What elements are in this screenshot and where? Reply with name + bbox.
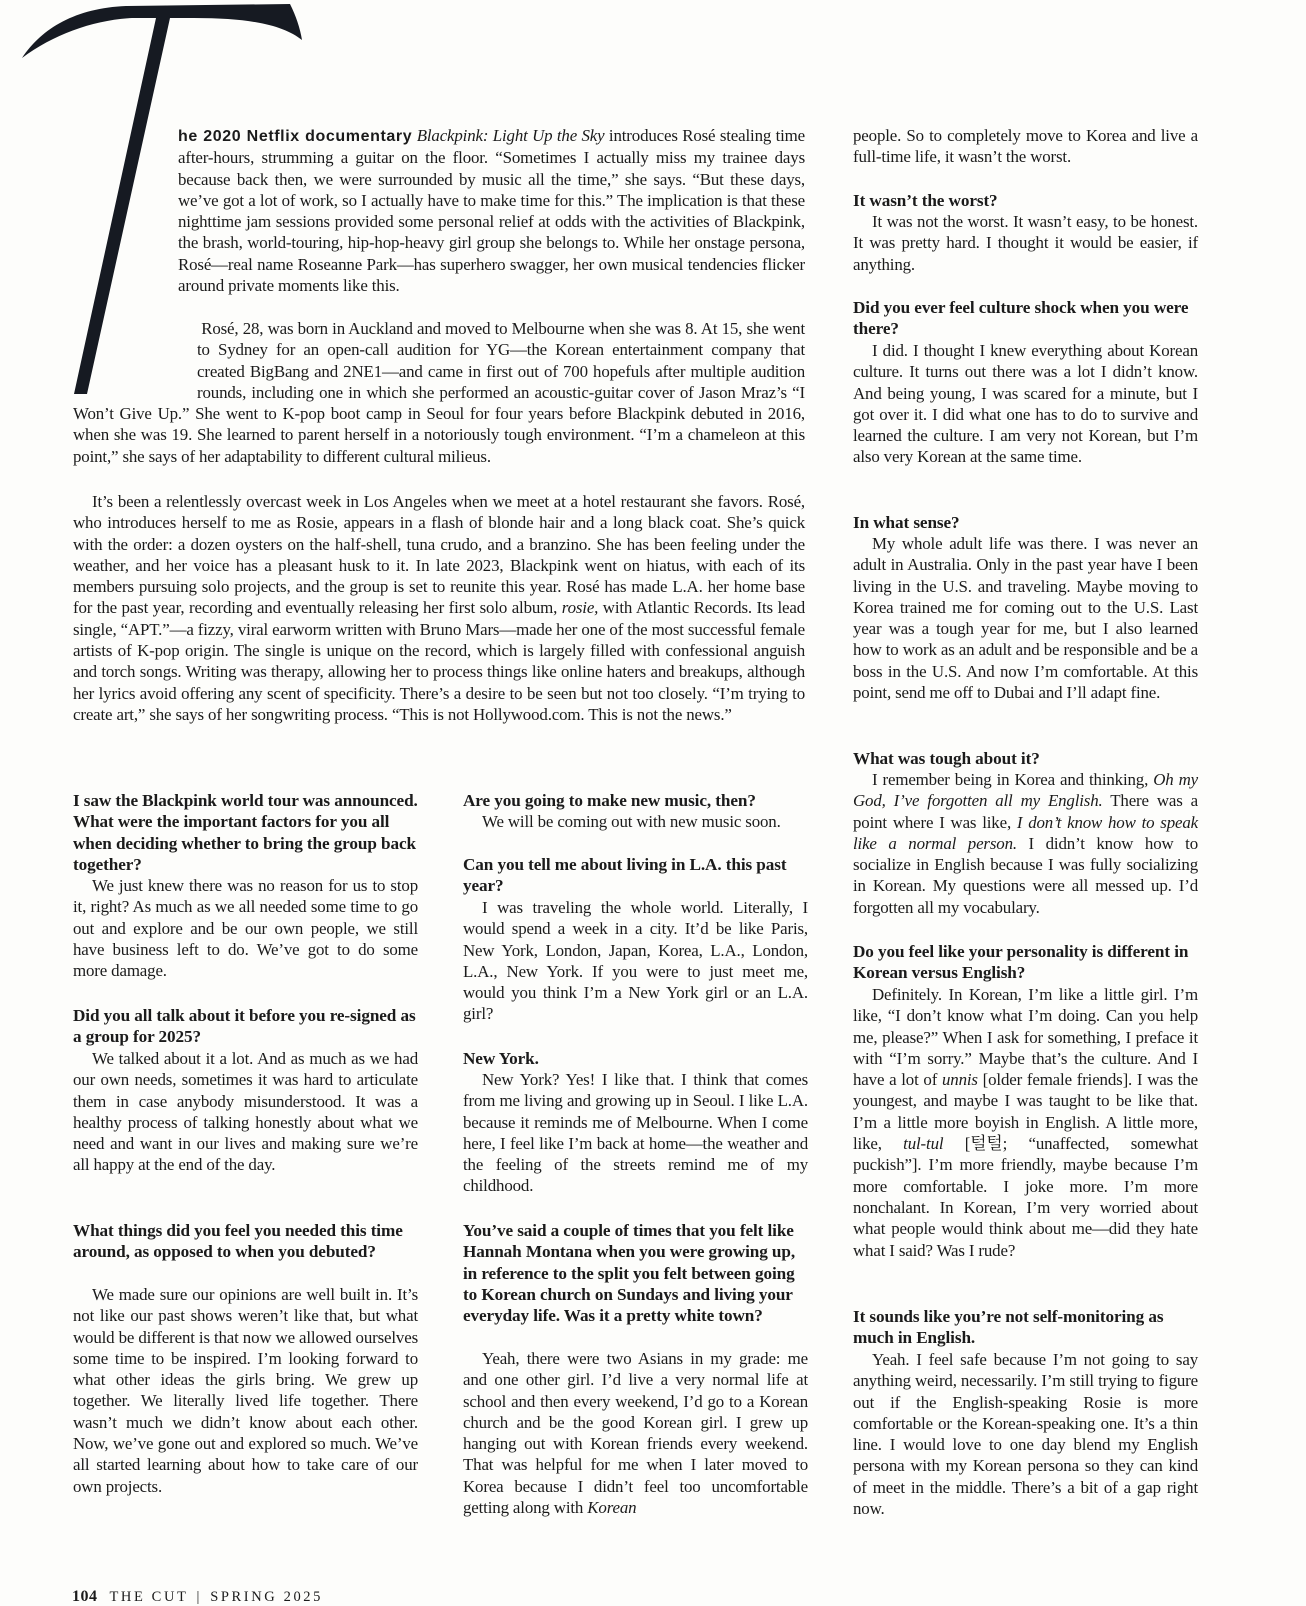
answer: We talked about it a lot. And as much as we had our own needs, sometimes it was hard to articulate them in case anybody misunderstood. It was a healthy process of talking honestly about what we need and want in our lives and making sure we’re all happy at the end of the day. — [73, 1049, 418, 1175]
issue-date: SPRING 2025 — [210, 1589, 323, 1605]
documentary-title: Blackpink: Light Up the Sky — [416, 126, 605, 145]
intro-paragraph-1 — [178, 125, 805, 296]
answer: Definitely. In Korean, I’m like a little girl. I’m like, “I don’t know what I’m doing. Can you help me, please?” When I ask for something, I preface it with “I’m sorry.” Maybe that’s the culture. And I have a lot of unnis [older female friends]. I was the youngest, and maybe I was taught to be like that. I’m a little more boyish in English. A little more, like, tul-tul [털털; “unaffected, somewhat puckish”]. I’m more friendly, maybe because I’m more comfortable. I joke more. I’m more nonchalant. In Korean, I’m very worried about what people would think about me—did they hate what I said? Was I rude? — [853, 985, 1199, 1260]
magazine-name: THE CUT — [109, 1589, 189, 1605]
answer: My whole adult life was there. I was never an adult in Australia. Only in the past year have I been living in the U.S. and traveling. Maybe moving to Korea trained me for coming out to the U.S. Last year was a tough year for me, but I also learned how to work as an adult and be responsible and be a boss in the U.S. And now I’m comfortable. At this point, send me off to Dubai and I’ll adapt fine. — [853, 534, 1198, 703]
answer: We just knew there was no reason for us to stop it, right? As much as we all needed some time to go out and explore and be our own people, we still have business left to do. We’ve got to do some more damage. — [73, 876, 418, 981]
intro-paragraph-2-text: Rosé, 28, was born in Auckland and moved to Melbourne when she was 8. At 15, she went to Sydney for an open-call audition for YG—the Korean entertainment company that created BigBang and 2NE1—and came in first out of 700 hopefuls after multiple audition rounds, including one in which she performed an acoustic-guitar cover of Jason Mraz’s “I Won’t Give Up.” She went to K-pop boot camp in Seoul for four years before Blackpink debuted in 2016, when she was 19. She learned to parent herself in a notoriously tough environment. “I’m a chameleon at this point,” she says of her adaptability to different cultural milieus. — [73, 319, 805, 466]
intro-text: introduces Rosé stealing time after-hours, strumming a guitar on the floor. “Sometimes I actually miss my trainee days because back then, we were surrounded by music all the time,” she says. “But these days, we’ve got a lot of work, so I actually have to make time for this.” The implication is that these nighttime jam sessions provided some personal relief at odds with the activities of Blackpink, the brash, world-touring, hip-hop-heavy girl group she belongs to. While her onstage persona, Rosé—real name Roseanne Park—has superhero swagger, her own musical tendencies flicker around private moments like this. — [178, 126, 806, 296]
question: You’ve said a couple of times that you felt like Hannah Montana when you were growing up, in reference to the split you felt between going to Korean church on Sundays and living your everyday life. Was it a pretty white town? — [463, 1221, 796, 1326]
answer: We will be coming out with new music soon. — [482, 812, 781, 831]
answer: Yeah. I feel safe because I’m not going to say anything weird, necessarily. I’m still trying to figure out if the English-speaking Rosie is more comfortable or the Korean-speaking one. It’s a thin line. I would love to one day blend my English persona with my Korean persona so they can kind of meet in the middle. There’s a bit of a gap right now. — [853, 1350, 1198, 1519]
question: In what sense? — [853, 513, 960, 532]
page-footer — [72, 1588, 323, 1606]
folio-divider: | — [196, 1589, 202, 1605]
intro-lead: he 2020 Netflix documentary — [178, 128, 413, 145]
question: Do you feel like your personality is different in Korean versus English? — [853, 942, 1189, 983]
answer: I was traveling the whole world. Literally, I would spend a week in a city. It’d be like Paris, New York, London, Japan, Korea, L.A., London, L.A., New York. If you were to just meet me, would you think I’m a New York girl or an L.A. girl? — [463, 898, 808, 1024]
question: Are you going to make new music, then? — [463, 791, 756, 810]
answer-continued: people. So to completely move to Korea and live a full-time life, it wasn’t the worst. — [853, 126, 1198, 167]
page-number: 104 — [72, 1588, 98, 1605]
question: It wasn’t the worst? — [853, 191, 998, 210]
question: Can you tell me about living in L.A. this past year? — [463, 855, 787, 896]
question: Did you ever feel culture shock when you were there? — [853, 298, 1189, 339]
question: What was tough about it? — [853, 749, 1040, 768]
answer: We made sure our opinions are well built in. It’s not like our past shows weren’t like that, but what would be different is that now we allowed ourselves some time to be inspired. I’m looking forward to what other ideas the girls bring. We grew up together. We literally lived life together. There wasn’t much we didn’t know about each other. Now, we’ve gone out and explored so much. We’ve all started learning about how to take care of our own projects. — [73, 1285, 418, 1496]
question: New York. — [463, 1049, 539, 1068]
answer: It was not the worst. It wasn’t easy, to be honest. It was pretty hard. I thought it would be easier, if anything. — [853, 212, 1198, 274]
question: I saw the Blackpink world tour was announced. What were the important factors for you all when deciding whether to bring the group back together? — [73, 791, 418, 874]
answer: Yeah, there were two Asians in my grade: me and one other girl. I’d live a very normal life at school and then every weekend, I’d go to a Korean church and be the good Korean girl. I grew up hanging out with Korean friends every weekend. That was helpful for me when I later moved to Korea because I didn’t feel too uncomfortable getting along with Korean — [463, 1349, 808, 1518]
question: It sounds like you’re not self-monitoring as much in English. — [853, 1307, 1164, 1348]
answer: I did. I thought I knew everything about Korean culture. It turns out there was a lot I didn’t know. And being young, I was scared for a minute, but I got over it. I did what one has to do to survive and learned the culture. I am very not Korean, but I’m also very Korean at the same time. — [853, 341, 1198, 467]
answer: New York? Yes! I like that. I think that comes from me living and growing up in Seoul. I like L.A. because it reminds me of Melbourne. When I come here, I feel like I’m back at home—the weather and the feeling of the streets remind me of my childhood. — [463, 1070, 808, 1196]
question: Did you all talk about it before you re-signed as a group for 2025? — [73, 1006, 416, 1047]
question: What things did you feel you needed this time around, as opposed to when you debuted? — [73, 1221, 403, 1262]
intro-paragraph-3: It’s been a relentlessly overcast week in Los Angeles when we meet at a hotel restaurant she favors. Rosé, who introduces herself to me as Rosie, appears in a flash of blonde hair and a long black coat. She’s quick with the order: a dozen oysters on the half-shell, tuna crudo, and a branzino. She has been feeling under the weather, and her voice has a pleasant husk to it. In late 2023, Blackpink went on hiatus, with each of its members pursuing solo projects, and the group is set to reunite this year. Rosé has made L.A. her home base for the past year, recording and eventually releasing her first solo album, rosie, with Atlantic Records. Its lead single, “APT.”—a fizzy, viral earworm written with Bruno Mars—made her one of the most successful female artists of K-pop origin. The single is unique on the record, which is largely filled with confessional anguish and torch songs. Writing was therapy, allowing her to process things like online haters and breakups, although her lyrics avoid offering any scent of specificity. There’s a desire to be seen but not too closely. “I’m trying to create art,” she says of her songwriting process. “This is not Hollywood.com. This is not the news.” — [73, 492, 805, 724]
answer: I remember being in Korea and thinking, Oh my God, I’ve forgotten all my English. There was a point where I was like, I don’t know how to speak like a normal person. I didn’t know how to socialize in English because I was fully socializing in Korean. My questions were all messed up. I’d forgotten all my vocabulary. — [853, 770, 1198, 917]
intro-paragraph-2 — [73, 318, 805, 467]
album-title: rosie, — [561, 598, 599, 618]
